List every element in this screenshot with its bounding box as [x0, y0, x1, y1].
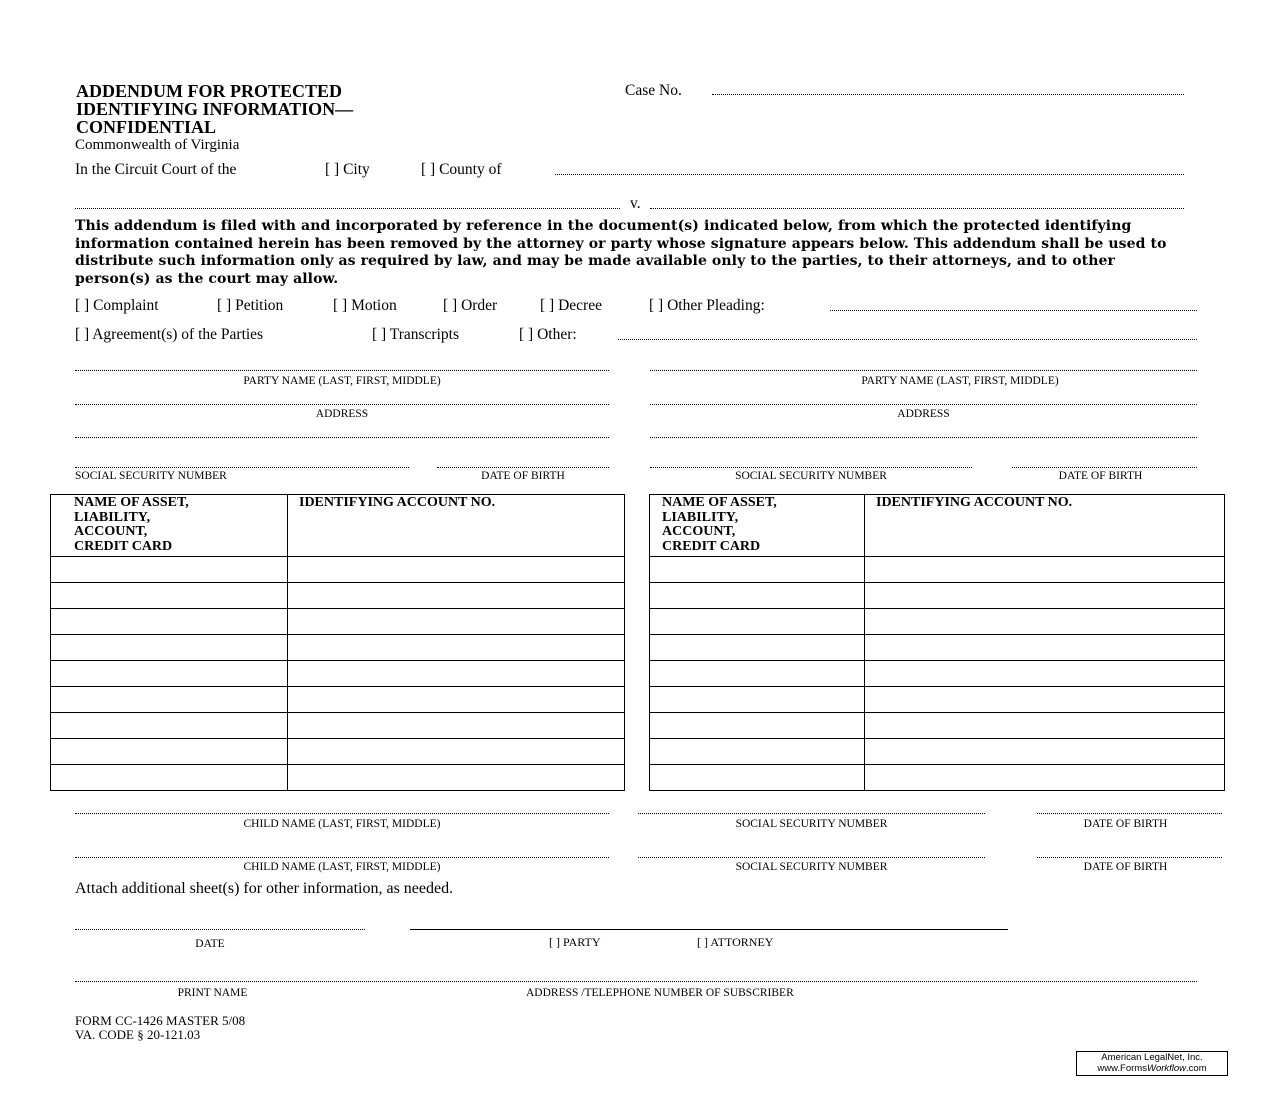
- versus-label: v.: [630, 195, 641, 212]
- form-title-line-2: IDENTIFYING INFORMATION—: [76, 99, 354, 119]
- left-address-field-1[interactable]: [75, 404, 609, 405]
- asset-name-cell[interactable]: [650, 739, 865, 765]
- header-line: ACCOUNT,: [74, 524, 148, 539]
- asset-name-cell[interactable]: [51, 713, 288, 739]
- county-checkbox[interactable]: [ ] County of: [421, 161, 502, 178]
- table-row: [51, 765, 625, 791]
- account-no-cell[interactable]: [865, 583, 1225, 609]
- other-field[interactable]: [618, 339, 1197, 340]
- asset-name-cell[interactable]: [650, 609, 865, 635]
- va-code: VA. CODE § 20-121.03: [75, 1027, 201, 1042]
- child2-dob-caption: DATE OF BIRTH: [1083, 861, 1168, 873]
- table-row: [650, 687, 1225, 713]
- account-no-cell[interactable]: [865, 765, 1225, 791]
- date-field[interactable]: [75, 929, 365, 930]
- asset-name-cell[interactable]: [51, 661, 288, 687]
- table-row: [51, 713, 625, 739]
- other-pleading-checkbox[interactable]: [ ] Other Pleading:: [649, 297, 765, 314]
- account-no-cell[interactable]: [288, 713, 625, 739]
- header-line: CREDIT CARD: [74, 538, 173, 554]
- jurisdiction: Commonwealth of Virginia: [75, 137, 240, 153]
- table-row: [51, 583, 625, 609]
- petition-checkbox[interactable]: [ ] Petition: [217, 297, 284, 314]
- form-title-line-3: CONFIDENTIAL: [76, 117, 217, 137]
- header-line: LIABILITY,: [74, 509, 151, 525]
- table-row: [51, 739, 625, 765]
- table-row: [650, 583, 1225, 609]
- court-prefix: In the Circuit Court of the: [75, 161, 237, 178]
- child1-ssn-field[interactable]: [638, 813, 985, 814]
- asset-name-cell[interactable]: [51, 557, 288, 583]
- left-ssn-field[interactable]: [75, 467, 409, 468]
- account-no-cell[interactable]: [288, 661, 625, 687]
- account-no-cell[interactable]: [865, 609, 1225, 635]
- child1-dob-caption: DATE OF BIRTH: [1083, 818, 1168, 830]
- right-dob-field[interactable]: [1012, 467, 1197, 468]
- child1-name-caption: CHILD NAME (LAST, FIRST, MIDDLE): [243, 818, 441, 830]
- left-party-name-caption: PARTY NAME (LAST, FIRST, MIDDLE): [243, 375, 441, 387]
- asset-name-cell[interactable]: [51, 687, 288, 713]
- account-no-cell[interactable]: [288, 557, 625, 583]
- case-no-label: Case No.: [625, 82, 682, 99]
- asset-name-cell[interactable]: [650, 635, 865, 661]
- logo-prefix: www.Forms: [1097, 1063, 1147, 1074]
- party-checkbox[interactable]: [ ] PARTY: [549, 935, 601, 949]
- court-locality-field[interactable]: [555, 174, 1184, 175]
- child2-dob-field[interactable]: [1037, 857, 1222, 858]
- logo-line-1: American LegalNet, Inc.: [1101, 1052, 1203, 1063]
- table-row: [650, 739, 1225, 765]
- print-name-caption: PRINT NAME: [177, 987, 248, 999]
- other-checkbox[interactable]: [ ] Other:: [519, 326, 577, 343]
- logo-italic: Workflow: [1146, 1063, 1187, 1074]
- logo-suffix: .com: [1186, 1063, 1207, 1074]
- table-row: [650, 635, 1225, 661]
- asset-name-cell[interactable]: [650, 661, 865, 687]
- account-no-cell[interactable]: [288, 609, 625, 635]
- child1-name-field[interactable]: [75, 813, 609, 814]
- left-asset-table: [50, 494, 625, 791]
- asset-name-cell[interactable]: [650, 583, 865, 609]
- header-line: CREDIT CARD: [662, 538, 761, 554]
- account-no-cell[interactable]: [865, 739, 1225, 765]
- account-no-cell[interactable]: [288, 635, 625, 661]
- left-account-no-header: IDENTIFYING ACCOUNT NO.: [288, 495, 625, 557]
- left-address-caption: ADDRESS: [315, 408, 369, 420]
- right-asset-name-header: [650, 495, 865, 557]
- table-row: [51, 557, 625, 583]
- child1-ssn-caption: SOCIAL SECURITY NUMBER: [735, 818, 888, 830]
- header-line: NAME OF ASSET,: [662, 495, 777, 510]
- right-address-field-2[interactable]: [650, 437, 1197, 438]
- account-no-cell[interactable]: [288, 583, 625, 609]
- asset-name-cell[interactable]: [650, 765, 865, 791]
- right-account-no-header: IDENTIFYING ACCOUNT NO.: [865, 495, 1225, 557]
- order-checkbox[interactable]: [ ] Order: [443, 297, 498, 314]
- account-no-cell[interactable]: [288, 765, 625, 791]
- defendant-field[interactable]: [650, 208, 1184, 209]
- right-ssn-caption: SOCIAL SECURITY NUMBER: [735, 470, 887, 482]
- table-row: [51, 609, 625, 635]
- account-no-cell[interactable]: [865, 635, 1225, 661]
- agreements-checkbox[interactable]: [ ] Agreement(s) of the Parties: [75, 326, 264, 343]
- table-row: [650, 557, 1225, 583]
- print-name-address-field[interactable]: [75, 981, 1197, 982]
- account-no-cell[interactable]: [865, 713, 1225, 739]
- addendum-statement: This addendum is filed with and incorporated by reference in the document(s) indicated below, from which the protected identifying information contained herein has been removed by the attorney or party whose signature appears below. This addendum shall be used to distribute such information only as required by law, and may be made available only to the parties, to their attorneys, and to other person(s) as the court may allow.: [75, 218, 1167, 287]
- left-asset-name-header: [51, 495, 288, 557]
- other-pleading-field[interactable]: [830, 310, 1197, 311]
- motion-checkbox[interactable]: [ ] Motion: [333, 297, 397, 314]
- complaint-checkbox[interactable]: [ ] Complaint: [75, 297, 159, 314]
- asset-name-cell[interactable]: [51, 609, 288, 635]
- form-id: FORM CC-1426 MASTER 5/08: [75, 1013, 246, 1028]
- signature-line[interactable]: [410, 929, 1008, 930]
- asset-name-cell[interactable]: [51, 765, 288, 791]
- left-ssn-caption: SOCIAL SECURITY NUMBER: [75, 470, 227, 482]
- right-ssn-field[interactable]: [650, 467, 972, 468]
- city-checkbox[interactable]: [ ] City: [325, 161, 370, 178]
- address-telephone-caption: ADDRESS /TELEPHONE NUMBER OF SUBSCRIBER: [526, 987, 794, 999]
- child2-ssn-field[interactable]: [638, 857, 985, 858]
- asset-name-cell[interactable]: [51, 739, 288, 765]
- table-row: [650, 661, 1225, 687]
- table-row: [51, 687, 625, 713]
- left-party-name-field[interactable]: [75, 370, 609, 371]
- child2-name-caption: CHILD NAME (LAST, FIRST, MIDDLE): [243, 861, 441, 873]
- account-no-cell[interactable]: [865, 687, 1225, 713]
- table-row: [650, 713, 1225, 739]
- asset-name-cell[interactable]: [650, 687, 865, 713]
- logo-line-2: [1077, 1063, 1227, 1074]
- account-no-cell[interactable]: [865, 557, 1225, 583]
- child1-dob-field[interactable]: [1037, 813, 1222, 814]
- plaintiff-field[interactable]: [75, 208, 620, 209]
- publisher-logo[interactable]: [1076, 1051, 1228, 1076]
- table-row: [650, 609, 1225, 635]
- right-asset-table: [649, 494, 1225, 791]
- attach-note: Attach additional sheet(s) for other information, as needed.: [75, 880, 454, 897]
- right-address-field-1[interactable]: [650, 404, 1197, 405]
- asset-name-cell[interactable]: [51, 583, 288, 609]
- header-line: ACCOUNT,: [662, 524, 736, 539]
- attorney-checkbox[interactable]: [ ] ATTORNEY: [697, 935, 774, 949]
- right-party-name-caption: PARTY NAME (LAST, FIRST, MIDDLE): [861, 375, 1059, 387]
- left-dob-field[interactable]: [437, 467, 609, 468]
- transcripts-checkbox[interactable]: [ ] Transcripts: [372, 326, 459, 343]
- table-row: [51, 635, 625, 661]
- table-row: [650, 765, 1225, 791]
- date-caption: DATE: [195, 938, 225, 950]
- left-address-field-2[interactable]: [75, 437, 609, 438]
- asset-name-cell[interactable]: [650, 713, 865, 739]
- asset-name-cell[interactable]: [650, 557, 865, 583]
- form-title: [76, 82, 353, 136]
- account-no-cell[interactable]: [288, 739, 625, 765]
- child2-name-field[interactable]: [75, 857, 609, 858]
- asset-name-cell[interactable]: [51, 635, 288, 661]
- account-no-cell[interactable]: [288, 687, 625, 713]
- right-address-caption: ADDRESS: [897, 408, 950, 420]
- case-no-field[interactable]: [712, 94, 1184, 95]
- right-party-name-field[interactable]: [650, 370, 1197, 371]
- right-dob-caption: DATE OF BIRTH: [1058, 470, 1143, 482]
- child2-ssn-caption: SOCIAL SECURITY NUMBER: [735, 861, 888, 873]
- header-line: NAME OF ASSET,: [74, 495, 189, 510]
- decree-checkbox[interactable]: [ ] Decree: [540, 297, 602, 314]
- header-line: LIABILITY,: [662, 509, 739, 525]
- form-title-line-1: ADDENDUM FOR PROTECTED: [76, 81, 343, 101]
- left-dob-caption: DATE OF BIRTH: [481, 470, 565, 482]
- account-no-cell[interactable]: [865, 661, 1225, 687]
- table-row: [51, 661, 625, 687]
